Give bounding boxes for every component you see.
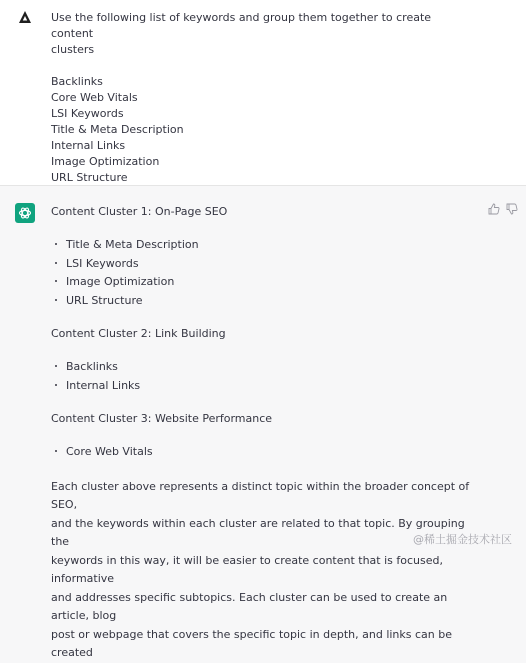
thumbs-up-icon[interactable]: [488, 203, 500, 215]
assistant-message: [0, 186, 526, 659]
keyword-item: Backlinks: [51, 75, 103, 88]
cluster-3-title: Content Cluster 3: Website Performance: [51, 412, 273, 425]
summary-line: post or webpage that covers the specific topic in depth, and links can be created: [51, 627, 453, 659]
watermark: @稀土掘金技术社区: [413, 533, 512, 546]
list-item: Image Optimization: [51, 273, 481, 292]
list-item: Title & Meta Description: [51, 236, 481, 255]
keyword-item: URL Structure: [51, 171, 128, 184]
summary-paragraph: [51, 478, 481, 663]
list-item: Backlinks: [51, 358, 481, 377]
list-item: LSI Keywords: [51, 255, 481, 274]
user-message: [0, 0, 526, 186]
cluster-2-title: Content Cluster 2: Link Building: [51, 327, 226, 340]
keyword-item: Internal Links: [51, 139, 126, 152]
summary-line: and addresses specific subtopics. Each cluster can be used to create an article, blog: [51, 590, 448, 622]
list-item: Core Web Vitals: [51, 443, 481, 462]
keyword-item: Core Web Vitals: [51, 91, 138, 104]
openai-logo-icon: [15, 203, 35, 223]
prompt-line-1: Use the following list of keywords and group them together to create content: [51, 11, 432, 40]
list-item: URL Structure: [51, 292, 481, 311]
thumbs-down-icon[interactable]: [506, 203, 518, 215]
cluster-1-list: [51, 236, 481, 310]
cluster-3-list: [51, 443, 481, 462]
summary-line: keywords in this way, it will be easier to create content that is focused, informative: [51, 553, 443, 585]
summary-line: Each cluster above represents a distinct topic within the broader concept of SEO,: [51, 479, 470, 511]
keyword-item: Title & Meta Description: [51, 123, 184, 136]
user-prompt: [51, 10, 471, 186]
summary-line: and the keywords within each cluster are related to that topic. By grouping the: [51, 516, 465, 548]
list-item: Internal Links: [51, 377, 481, 396]
cluster-1-title: Content Cluster 1: On-Page SEO: [51, 205, 228, 218]
keyword-item: Image Optimization: [51, 155, 160, 168]
keyword-item: LSI Keywords: [51, 107, 124, 120]
cluster-2-list: [51, 358, 481, 395]
prompt-line-2: clusters: [51, 43, 95, 56]
triangle-logo-icon: [18, 10, 32, 24]
feedback-controls: [486, 203, 526, 217]
assistant-response: [51, 204, 481, 663]
